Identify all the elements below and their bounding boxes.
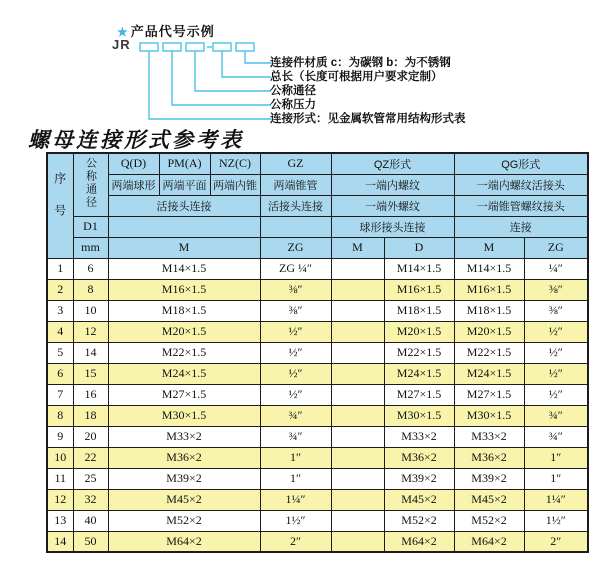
cell-value: ¾″ xyxy=(524,426,588,447)
cell-value: M36×2 xyxy=(454,447,524,468)
cell-seq: 9 xyxy=(47,426,73,447)
cell-seq: 10 xyxy=(47,447,73,468)
header-m1: M xyxy=(108,237,260,258)
code-labels xyxy=(270,56,466,126)
header-q-desc: 两端球形 xyxy=(108,174,159,195)
cell-value: M20×1.5 xyxy=(108,321,260,342)
header-col-qg: QG形式 xyxy=(454,153,588,174)
code-box-5 xyxy=(236,43,254,51)
cell-value: M36×2 xyxy=(108,447,260,468)
cell-seq: 3 xyxy=(47,300,73,321)
cell-value: ZG ¼″ xyxy=(260,258,331,279)
cell-value: ¾″ xyxy=(524,405,588,426)
diagram-heading-text: 产品代号示例 xyxy=(130,24,215,39)
cell-value: 2″ xyxy=(260,531,331,552)
cell-value: ½″ xyxy=(260,363,331,384)
cell-value: M16×1.5 xyxy=(384,279,454,300)
header-qg-connection: 连接 xyxy=(454,216,588,237)
cell-value: 2″ xyxy=(524,531,588,552)
cell-value: 1″ xyxy=(260,447,331,468)
cell-seq: 12 xyxy=(47,489,73,510)
header-blank-1 xyxy=(108,216,260,237)
header-gz-connection: 活接头连接 xyxy=(260,195,331,216)
code-prefix: JR xyxy=(112,37,131,52)
cell-value: 14 xyxy=(73,342,108,363)
header-zg1: ZG xyxy=(260,237,331,258)
header-qg-desc2: 一端锥管螺纹接头 xyxy=(454,195,588,216)
header-mm: mm xyxy=(73,237,108,258)
connector-line-diameter xyxy=(195,51,271,91)
header-qz-d: D xyxy=(384,237,454,258)
table-row xyxy=(47,342,588,363)
table-row xyxy=(47,426,588,447)
table-row xyxy=(47,300,588,321)
table-row xyxy=(47,279,588,300)
table-row xyxy=(47,531,588,552)
cell-value: 1½″ xyxy=(524,510,588,531)
cell-value: M33×2 xyxy=(108,426,260,447)
cell-value xyxy=(331,510,384,531)
table-header xyxy=(47,153,588,258)
cell-value: 22 xyxy=(73,447,108,468)
header-qz-connection: 球形接头连接 xyxy=(331,216,454,237)
code-connector-diagram xyxy=(105,35,275,127)
cell-value xyxy=(331,426,384,447)
label-connector-material: 连接件材质 c：为碳钢 b：为不锈钢 xyxy=(270,57,451,69)
cell-value: M30×1.5 xyxy=(108,405,260,426)
cell-seq: 1 xyxy=(47,258,73,279)
cell-value: 20 xyxy=(73,426,108,447)
cell-value: M18×1.5 xyxy=(108,300,260,321)
cell-value: M14×1.5 xyxy=(454,258,524,279)
header-pm-desc: 两端平面 xyxy=(159,174,210,195)
cell-value: M45×2 xyxy=(384,489,454,510)
connector-line-material xyxy=(245,51,271,63)
cell-seq: 14 xyxy=(47,531,73,552)
cell-value: M52×2 xyxy=(384,510,454,531)
header-d1: D1 xyxy=(73,216,108,237)
cell-value: 8 xyxy=(73,279,108,300)
header-qg-zg: ZG xyxy=(524,237,588,258)
cell-value: ¾″ xyxy=(260,405,331,426)
cell-value: 18 xyxy=(73,405,108,426)
nut-connection-table xyxy=(46,152,589,553)
cell-value: 1″ xyxy=(524,468,588,489)
label-nominal-diameter: 公称通径 xyxy=(270,85,316,97)
cell-value xyxy=(331,384,384,405)
cell-value: 40 xyxy=(73,510,108,531)
cell-value: ½″ xyxy=(524,363,588,384)
cell-value: 10 xyxy=(73,300,108,321)
cell-value: ⅜″ xyxy=(260,279,331,300)
header-gz-desc: 两端锥管 xyxy=(260,174,331,195)
cell-value: M36×2 xyxy=(384,447,454,468)
label-total-length: 总长（长度可根据用户要求定制） xyxy=(270,71,443,83)
cell-seq: 2 xyxy=(47,279,73,300)
code-box-1 xyxy=(140,43,158,51)
cell-value: M64×2 xyxy=(454,531,524,552)
cell-value: M39×2 xyxy=(454,468,524,489)
cell-value: M20×1.5 xyxy=(384,321,454,342)
cell-value: M22×1.5 xyxy=(108,342,260,363)
cell-value: M14×1.5 xyxy=(384,258,454,279)
cell-value: ½″ xyxy=(524,321,588,342)
cell-value: M20×1.5 xyxy=(454,321,524,342)
star-icon: ★ xyxy=(117,25,129,39)
cell-value xyxy=(331,258,384,279)
cell-seq: 13 xyxy=(47,510,73,531)
cell-value: 16 xyxy=(73,384,108,405)
header-blank-2 xyxy=(260,216,331,237)
cell-value xyxy=(331,300,384,321)
connector-line-length xyxy=(222,51,271,77)
table-row xyxy=(47,321,588,342)
cell-seq: 8 xyxy=(47,405,73,426)
cell-value: M22×1.5 xyxy=(384,342,454,363)
code-box-4 xyxy=(213,43,231,51)
cell-value xyxy=(331,447,384,468)
cell-seq: 11 xyxy=(47,468,73,489)
cell-value xyxy=(331,531,384,552)
cell-value: ½″ xyxy=(524,342,588,363)
table-row xyxy=(47,363,588,384)
cell-value: 1¼″ xyxy=(524,489,588,510)
cell-value: M24×1.5 xyxy=(108,363,260,384)
cell-value: 25 xyxy=(73,468,108,489)
cell-value: 1½″ xyxy=(260,510,331,531)
cell-value: ½″ xyxy=(260,384,331,405)
cell-value xyxy=(331,363,384,384)
cell-value: 1¼″ xyxy=(260,489,331,510)
cell-value: M39×2 xyxy=(384,468,454,489)
cell-value: ½″ xyxy=(524,384,588,405)
cell-value: ¼″ xyxy=(524,258,588,279)
table-row xyxy=(47,468,588,489)
cell-value: M24×1.5 xyxy=(454,363,524,384)
cell-value xyxy=(331,342,384,363)
table-row xyxy=(47,447,588,468)
header-col-qz: QZ形式 xyxy=(331,153,454,174)
cell-value: M39×2 xyxy=(108,468,260,489)
cell-value: M52×2 xyxy=(108,510,260,531)
header-nz-desc: 两端内锥 xyxy=(210,174,260,195)
cell-value: M27×1.5 xyxy=(454,384,524,405)
table-title: 螺母连接形式参考表 xyxy=(28,127,244,152)
header-dn: 公称通径 xyxy=(73,153,108,216)
cell-value: M33×2 xyxy=(454,426,524,447)
table-row xyxy=(47,384,588,405)
connector-line-form xyxy=(149,51,271,119)
table-row xyxy=(47,405,588,426)
header-seq: 序号 xyxy=(47,153,73,258)
cell-value: M27×1.5 xyxy=(108,384,260,405)
cell-value xyxy=(331,468,384,489)
header-col-nz: NZ(C) xyxy=(210,153,260,174)
cell-value: ½″ xyxy=(260,321,331,342)
cell-value: 12 xyxy=(73,321,108,342)
cell-value: 50 xyxy=(73,531,108,552)
cell-value: M64×2 xyxy=(384,531,454,552)
cell-value xyxy=(331,321,384,342)
header-qg-m: M xyxy=(454,237,524,258)
cell-value: M45×2 xyxy=(454,489,524,510)
cell-value: M14×1.5 xyxy=(108,258,260,279)
cell-value: ⅜″ xyxy=(260,300,331,321)
cell-value: ⅜″ xyxy=(524,300,588,321)
header-union-connection: 活接头连接 xyxy=(108,195,260,216)
header-qz-m: M xyxy=(331,237,384,258)
cell-value: 32 xyxy=(73,489,108,510)
table-row xyxy=(47,510,588,531)
cell-value: ¾″ xyxy=(260,426,331,447)
cell-value xyxy=(331,489,384,510)
label-nominal-pressure: 公称压力 xyxy=(270,99,316,111)
code-box-3 xyxy=(186,43,204,51)
cell-value: M24×1.5 xyxy=(384,363,454,384)
header-qg-desc1: 一端内螺纹活接头 xyxy=(454,174,588,195)
table-row xyxy=(47,489,588,510)
cell-value: M52×2 xyxy=(454,510,524,531)
cell-value: ⅜″ xyxy=(524,279,588,300)
cell-value xyxy=(331,279,384,300)
cell-seq: 7 xyxy=(47,384,73,405)
code-box-2 xyxy=(163,43,181,51)
label-connection-form: 连接形式：见金属软管常用结构形式表 xyxy=(270,113,466,125)
cell-value: M64×2 xyxy=(108,531,260,552)
cell-value: M33×2 xyxy=(384,426,454,447)
header-col-gz: GZ xyxy=(260,153,331,174)
cell-value: M18×1.5 xyxy=(384,300,454,321)
cell-seq: 6 xyxy=(47,363,73,384)
cell-value: 6 xyxy=(73,258,108,279)
cell-value: M18×1.5 xyxy=(454,300,524,321)
cell-value: M45×2 xyxy=(108,489,260,510)
header-col-q: Q(D) xyxy=(108,153,159,174)
cell-value: 15 xyxy=(73,363,108,384)
cell-value: M22×1.5 xyxy=(454,342,524,363)
cell-value: 1″ xyxy=(260,468,331,489)
cell-value: M30×1.5 xyxy=(384,405,454,426)
cell-seq: 4 xyxy=(47,321,73,342)
cell-seq: 5 xyxy=(47,342,73,363)
cell-value: M16×1.5 xyxy=(454,279,524,300)
header-qz-desc1: 一端内螺纹 xyxy=(331,174,454,195)
table-body xyxy=(47,258,588,552)
cell-value: M30×1.5 xyxy=(454,405,524,426)
table-row xyxy=(47,258,588,279)
header-col-pm: PM(A) xyxy=(159,153,210,174)
cell-value xyxy=(331,405,384,426)
header-qz-desc2: 一端外螺纹 xyxy=(331,195,454,216)
cell-value: M27×1.5 xyxy=(384,384,454,405)
cell-value: ½″ xyxy=(260,342,331,363)
cell-value: M16×1.5 xyxy=(108,279,260,300)
cell-value: 1″ xyxy=(524,447,588,468)
